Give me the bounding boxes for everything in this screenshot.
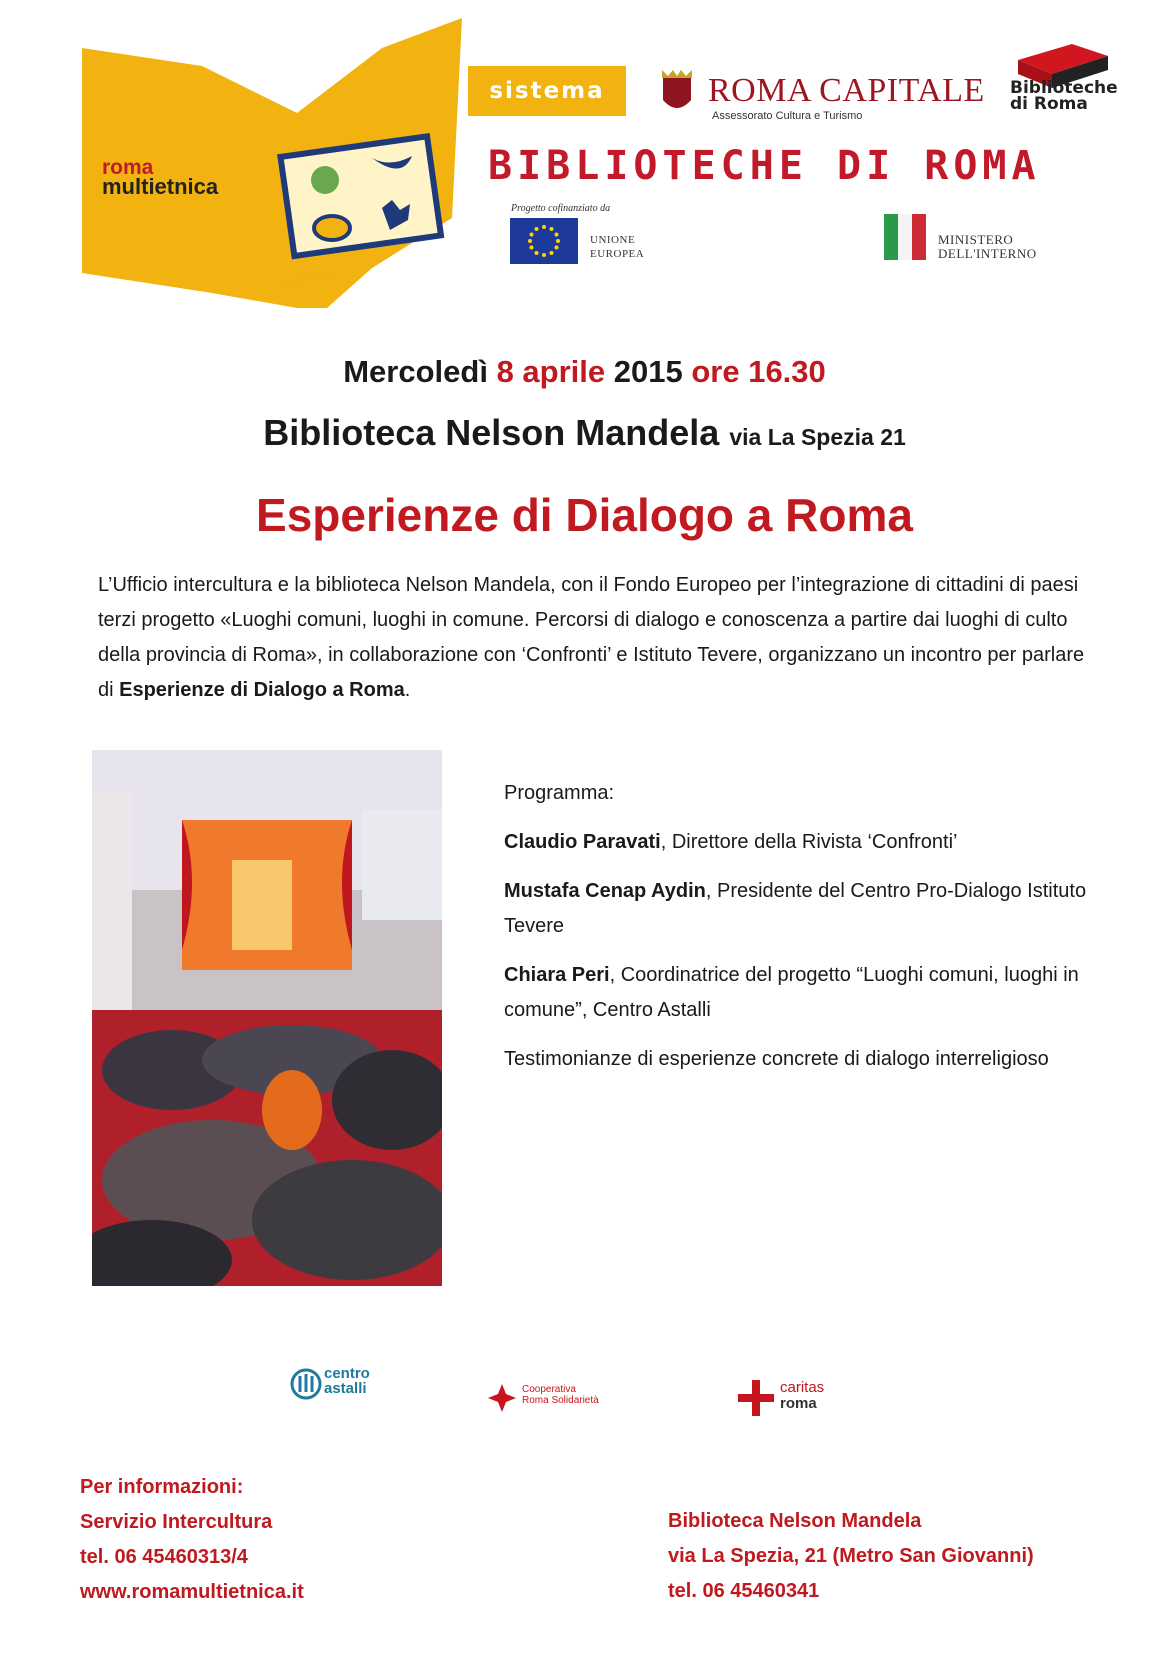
roma-capitale-subtitle: Assessorato Cultura e Turismo xyxy=(712,110,863,122)
programme-item xyxy=(504,874,1114,944)
footer-contact-right xyxy=(668,1504,1034,1609)
eu-label xyxy=(590,233,644,261)
roma-multietnica-wordmark xyxy=(102,156,219,199)
event-address: via La Spezia 21 xyxy=(729,424,906,450)
footer-phone: tel. 06 45460313/4 xyxy=(80,1546,248,1568)
cofinanced-label: Progetto cofinanziato da xyxy=(511,203,611,214)
speaker-role: , Coordinatrice del progetto “Luoghi comuni, luoghi in comune”, Centro Astalli xyxy=(504,964,1079,1021)
event-title: Esperienze di Dialogo a Roma xyxy=(256,489,913,541)
footer-library: Biblioteca Nelson Mandela xyxy=(668,1510,922,1532)
programme-item xyxy=(504,958,1114,1028)
caritas-cross-icon xyxy=(738,1380,774,1416)
programme-item xyxy=(504,1042,1114,1077)
coop-line2: Roma Solidarietà xyxy=(522,1395,599,1406)
footer-website-link[interactable]: www.romamultietnica.it xyxy=(80,1581,304,1603)
centro-astalli-line2: astalli xyxy=(324,1380,367,1397)
intro-paragraph xyxy=(98,568,1088,708)
centro-astalli-line1: centro xyxy=(324,1365,370,1382)
event-date-line xyxy=(0,354,1169,390)
caritas-line1: caritas xyxy=(780,1379,825,1396)
centro-astalli-logo xyxy=(290,1362,390,1410)
roma-multietnica-line2: multietnica xyxy=(102,174,219,199)
bdr-line2: di Roma xyxy=(1010,94,1088,114)
ministry-line1: MINISTERO xyxy=(938,232,1014,247)
centro-astalli-icon xyxy=(290,1368,322,1402)
event-year: 2015 xyxy=(613,354,683,389)
event-photo xyxy=(92,750,442,1286)
eu-line1: UNIONE xyxy=(590,234,636,246)
roma-capitale-name: ROMA CAPITALE xyxy=(708,72,985,109)
intro-text: L’Ufficio intercultura e la biblioteca Nelson Mandela, con il Fondo Europeo per l’integrazione di cittadini di paesi terzi progetto «Luoghi comuni, luoghi in comune. Percorsi di dialogo e conoscenza a partire dai luoghi di culto della provincia di Roma», in collaborazione con ‘Confronti’ e Istituto Tevere, organizzano un incontro per parlare di xyxy=(98,574,1085,701)
bdr-line1: Biblioteche xyxy=(1010,78,1118,98)
caritas-line2: roma xyxy=(780,1395,817,1412)
biblioteche-di-roma-wordmark xyxy=(1010,80,1118,112)
ministry-line2: DELL'INTERNO xyxy=(938,246,1037,261)
footer-address: via La Spezia, 21 (Metro San Giovanni) xyxy=(668,1545,1034,1567)
speaker-name: Mustafa Cenap Aydin xyxy=(504,880,706,902)
event-time: ore 16.30 xyxy=(691,354,826,389)
intro-bold: Esperienze di Dialogo a Roma xyxy=(119,679,405,701)
sistema-label: sistema xyxy=(468,66,626,116)
programme-item xyxy=(504,825,1114,860)
italy-flag-icon xyxy=(884,214,926,260)
speaker-name: Chiara Peri xyxy=(504,964,610,986)
cooperativa-roma-solidarieta-logo xyxy=(486,1380,626,1420)
footer-service: Servizio Intercultura xyxy=(80,1511,273,1533)
speaker-role: , Direttore della Rivista ‘Confronti’ xyxy=(660,831,958,853)
event-venue-line xyxy=(0,412,1169,454)
roma-multietnica-line1: roma xyxy=(102,156,154,179)
footer-info-heading: Per informazioni: xyxy=(80,1476,244,1498)
programme-item-text: Testimonianze di esperienze concrete di dialogo interreligioso xyxy=(504,1048,1049,1070)
coop-line1: Cooperativa xyxy=(522,1384,576,1395)
intro-end: . xyxy=(404,679,411,701)
footer-library-phone: tel. 06 45460341 xyxy=(668,1580,820,1602)
caritas-roma-logo xyxy=(738,1378,838,1418)
roma-capitale-crest-icon xyxy=(660,70,694,116)
speaker-role: , Presidente del Centro Pro-Dialogo Istituto Tevere xyxy=(504,880,1087,937)
programme-heading: Programma: xyxy=(504,782,615,804)
event-venue: Biblioteca Nelson Mandela xyxy=(263,412,720,453)
eu-line2: EUROPEA xyxy=(590,248,645,260)
programme xyxy=(504,776,1114,1091)
speaker-name: Claudio Paravati xyxy=(504,831,661,853)
ministry-label xyxy=(938,233,1037,261)
footer-contact-left xyxy=(80,1470,304,1610)
biblioteche-di-roma-banner: BIBLIOTECHE DI ROMA xyxy=(488,143,1041,189)
coop-cross-icon xyxy=(486,1382,518,1416)
event-day: Mercoledì xyxy=(343,354,488,389)
event-date: 8 aprile xyxy=(496,354,606,389)
eu-flag-icon xyxy=(510,218,578,264)
